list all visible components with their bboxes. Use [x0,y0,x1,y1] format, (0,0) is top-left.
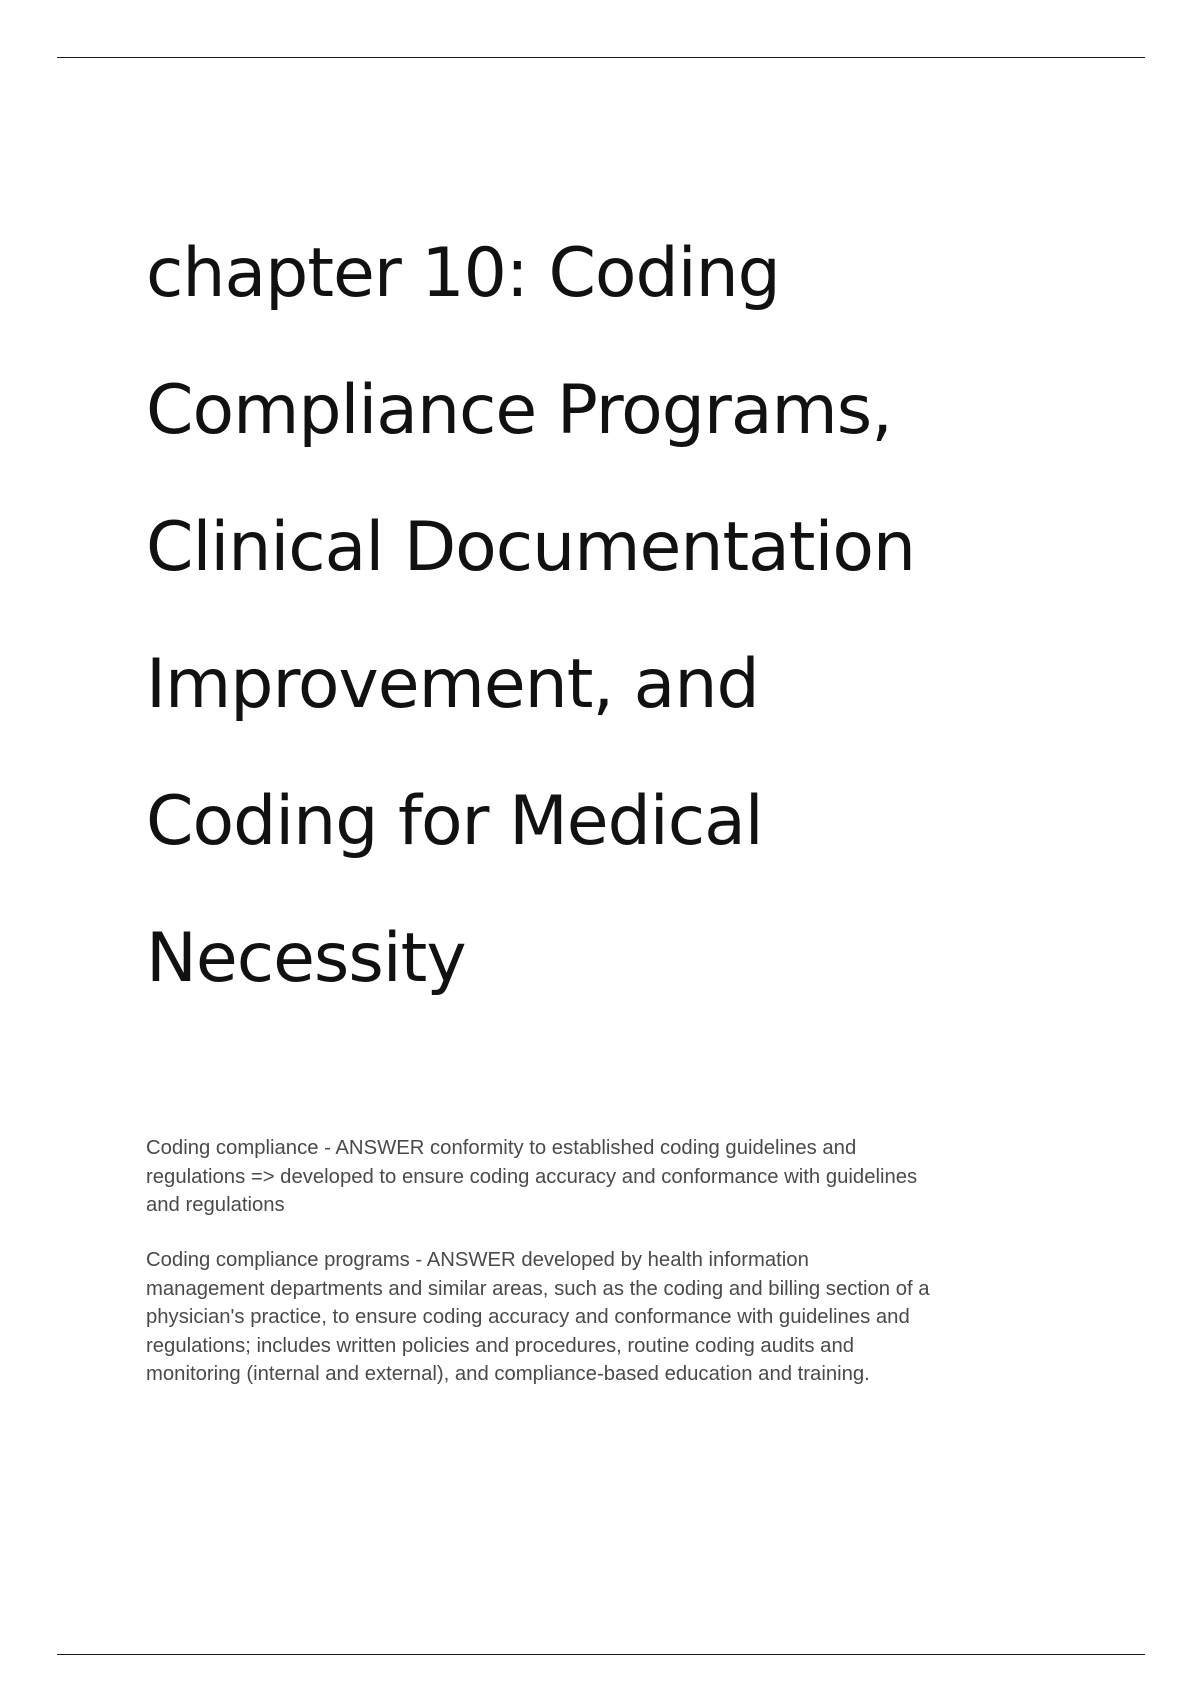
title-line: Compliance Programs, [146,371,892,450]
qa-entry-coding-compliance [146,1134,1086,1220]
qa-line: physician's practice, to ensure coding accuracy and conformance with guidelines and [146,1306,910,1328]
bottom-divider [57,1654,1145,1655]
qa-line: Coding compliance - ANSWER conformity to established coding guidelines and [146,1137,857,1159]
qa-line: regulations => developed to ensure coding accuracy and conformance with guidelines [146,1165,918,1188]
qa-line: and regulations [146,1194,285,1216]
qa-line: regulations; includes written policies and procedures, routine coding audits and [146,1334,855,1357]
qa-entry-coding-compliance-programs [146,1246,1086,1389]
title-line: Coding for Medical [146,782,763,861]
title-line: Necessity [146,919,466,998]
qa-line: Coding compliance programs - ANSWER developed by health information [146,1249,809,1271]
qa-line: management departments and similar areas, such as the coding and billing section of a [146,1277,930,1300]
top-divider [57,57,1145,58]
title-line: Improvement, and [146,645,759,724]
qa-line: monitoring (internal and external), and compliance-based education and training. [146,1363,870,1385]
title-line: chapter 10: Coding [146,234,780,313]
page-title [146,205,1146,1027]
title-line: Clinical Documentation [146,508,916,587]
